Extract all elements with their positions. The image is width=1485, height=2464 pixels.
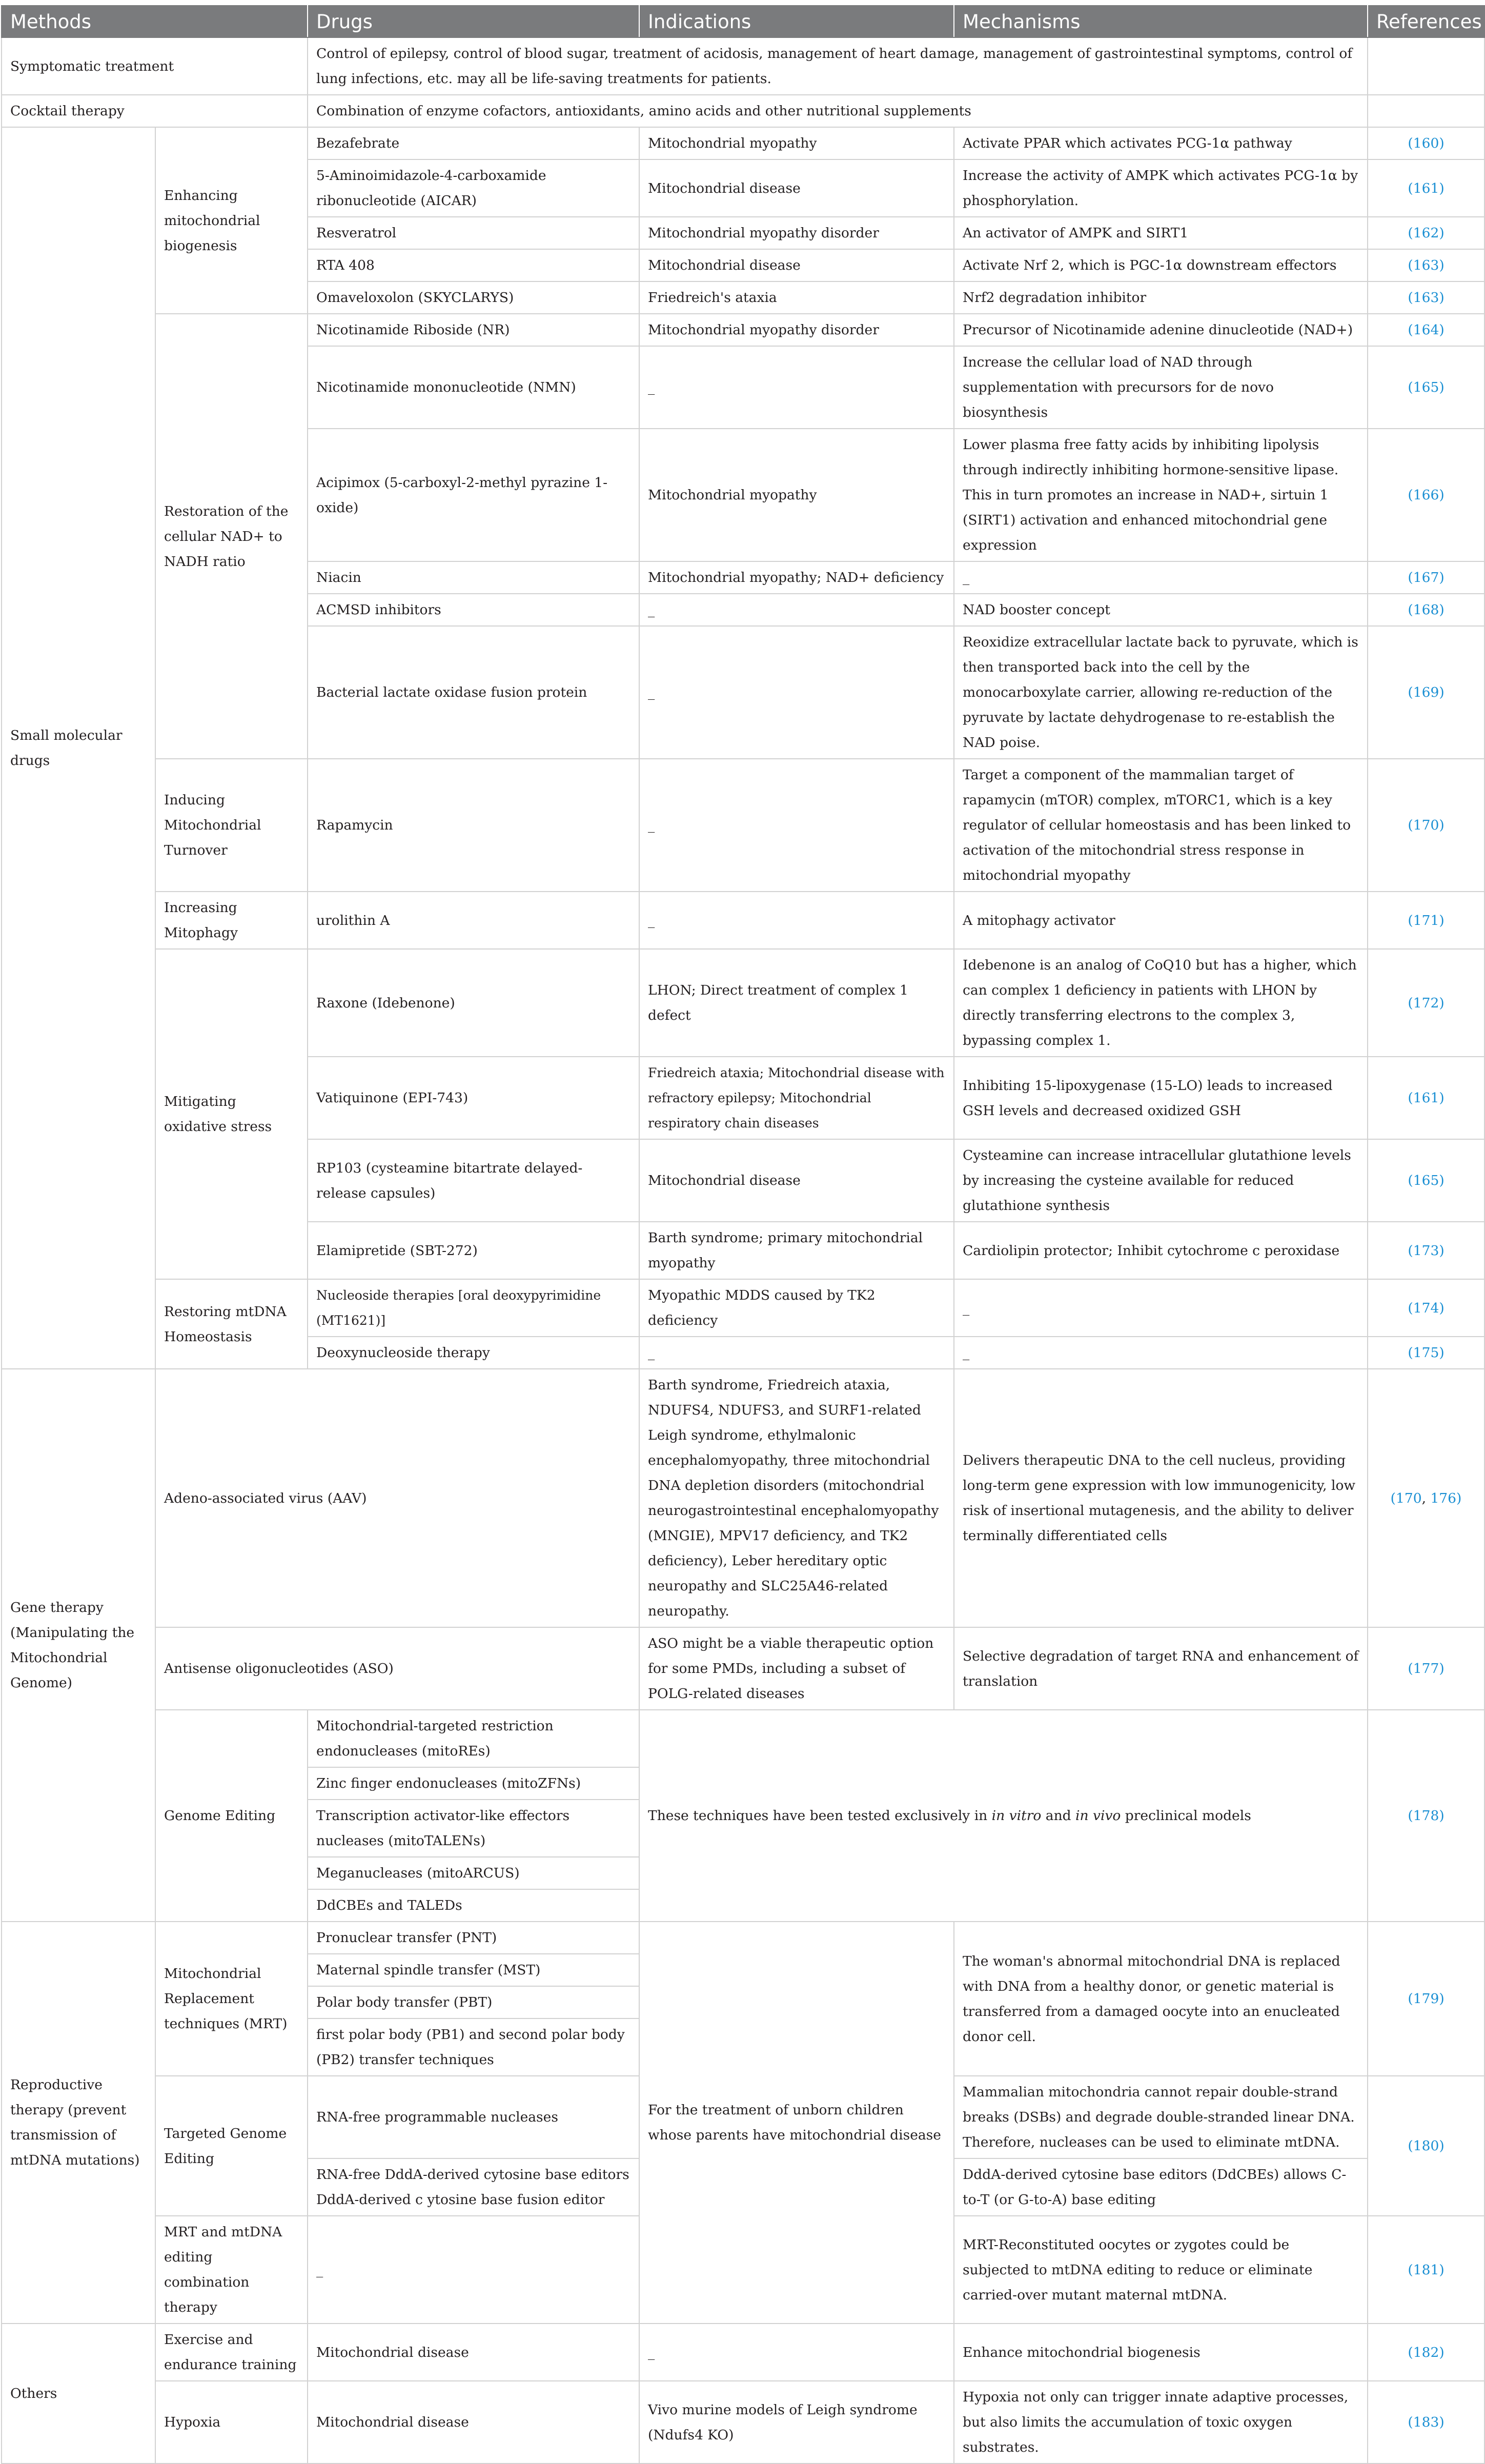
- indication-cell: _: [639, 594, 954, 626]
- mechanism-cell: Lower plasma free fatty acids by inhibiting lipolysis through indirectly inhibiting hormone-sensitive lipase. This in turn promotes an increase in NAD+, sirtuin 1 (SIRT1) activation and enhanced mitochondrial gene expression: [954, 429, 1368, 561]
- drug-cell: Nucleoside therapies [oral deoxypyrimidine (MT1621)]: [308, 1279, 639, 1337]
- reference-link[interactable]: 168: [1413, 602, 1439, 618]
- reference-link[interactable]: 178: [1413, 1808, 1439, 1824]
- reference-cell: (165): [1368, 346, 1484, 429]
- mechanism-cell: Delivers therapeutic DNA to the cell nucleus, providing long-term gene expression with low immunogenicity, low risk of insertional mutagenesis, and the ability to deliver terminally differentiated cells: [954, 1369, 1368, 1627]
- reference-link[interactable]: 170: [1395, 1490, 1422, 1506]
- editing-text-italic: in vivo: [1075, 1808, 1121, 1824]
- reference-cell: (161): [1368, 1057, 1484, 1139]
- drug-cell: Transcription activator-like effectors nucleases (mitoTALENs): [308, 1800, 639, 1857]
- drug-cell: RNA-free programmable nucleases: [308, 2076, 639, 2158]
- reference-link[interactable]: 160: [1413, 135, 1439, 151]
- table-row: [2, 892, 1484, 949]
- reference-link[interactable]: 166: [1413, 487, 1439, 503]
- indication-cell: _: [639, 2324, 954, 2381]
- mechanism-cell: Increase the activity of AMPK which activates PCG-1α by phosphorylation.: [954, 159, 1368, 217]
- reference-link[interactable]: 179: [1413, 1991, 1439, 2007]
- mechanism-cell: NAD booster concept: [954, 594, 1368, 626]
- indication-cell: _: [639, 346, 954, 429]
- drug-cell: urolithin A: [308, 892, 639, 949]
- reference-link[interactable]: 174: [1413, 1300, 1439, 1316]
- editing-text: and: [1041, 1808, 1076, 1824]
- drug-cell: Bezafebrate: [308, 127, 639, 159]
- drug-cell: Omaveloxolon (SKYCLARYS): [308, 281, 639, 314]
- indication-cell: _: [639, 759, 954, 892]
- mechanism-cell: MRT-Reconstituted oocytes or zygotes could be subjected to mtDNA editing to reduce or eliminate carried-over mutant maternal mtDNA.: [954, 2216, 1368, 2324]
- indication-cell: LHON; Direct treatment of complex 1 defect: [639, 949, 954, 1057]
- drug-cell: 5-Aminoimidazole-4-carboxamide ribonucleotide (AICAR): [308, 159, 639, 217]
- submethod-cell: Genome Editing: [155, 1710, 308, 1922]
- table-row: [2, 1922, 1484, 1954]
- reference-link[interactable]: 163: [1413, 257, 1439, 273]
- indication-cell: _: [639, 892, 954, 949]
- table-row: [2, 1710, 1484, 1767]
- indication-cell: Friedreich's ataxia: [639, 281, 954, 314]
- drug-cell: Bacterial lactate oxidase fusion protein: [308, 626, 639, 759]
- table-row: [2, 759, 1484, 892]
- reference-link[interactable]: 183: [1413, 2414, 1439, 2430]
- drug-cell: Acipimox (5-carboxyl-2-methyl pyrazine 1-oxide): [308, 429, 639, 561]
- reference-cell: (162): [1368, 217, 1484, 249]
- mechanism-cell: Mammalian mitochondria cannot repair double-strand breaks (DSBs) and degrade double-stranded linear DNA. Therefore, nucleases can be used to eliminate mtDNA.: [954, 2076, 1368, 2158]
- reference-cell: [1368, 95, 1484, 127]
- mechanism-cell: The woman's abnormal mitochondrial DNA is replaced with DNA from a healthy donor, or genetic material is transferred from a damaged oocyte into an enucleated donor cell.: [954, 1922, 1368, 2076]
- therapy-table: [1, 5, 1485, 2464]
- editing-text-italic: in vitro: [991, 1808, 1042, 1824]
- drug-cell: Vatiquinone (EPI-743): [308, 1057, 639, 1139]
- reference-cell: (167): [1368, 561, 1484, 594]
- reference-cell: (163): [1368, 281, 1484, 314]
- indication-cell: Mitochondrial disease: [639, 249, 954, 281]
- editing-text: These techniques have been tested exclusively in: [648, 1808, 992, 1824]
- description-cell: [639, 1710, 1368, 1922]
- table-row: [2, 2381, 1484, 2463]
- reference-cell: (164): [1368, 314, 1484, 346]
- submethod-cell: Mitigating oxidative stress: [155, 949, 308, 1279]
- reference-link[interactable]: 161: [1413, 180, 1439, 196]
- reference-link[interactable]: 171: [1413, 912, 1439, 928]
- indication-cell: Myopathic MDDS caused by TK2 deficiency: [639, 1279, 954, 1337]
- indication-cell: Mitochondrial disease: [639, 1139, 954, 1222]
- mechanism-cell: Selective degradation of target RNA and enhancement of translation: [954, 1627, 1368, 1710]
- drug-cell: Zinc finger endonucleases (mitoZFNs): [308, 1767, 639, 1800]
- reference-cell: (168): [1368, 594, 1484, 626]
- reference-cell: (173): [1368, 1222, 1484, 1279]
- drug-cell: Elamipretide (SBT-272): [308, 1222, 639, 1279]
- table-row: [2, 127, 1484, 159]
- reference-separator: ,: [1421, 1490, 1431, 1506]
- table-row: [2, 314, 1484, 346]
- reference-cell: (183): [1368, 2381, 1484, 2463]
- submethod-cell: Restoring mtDNA Homeostasis: [155, 1279, 308, 1369]
- drug-cell: Mitochondrial disease: [308, 2324, 639, 2381]
- method-cell: Small molecular drugs: [2, 127, 155, 1369]
- reference-cell: (174): [1368, 1279, 1484, 1337]
- indication-cell: Friedreich ataxia; Mitochondrial disease with refractory epilepsy; Mitochondrial respiratory chain diseases: [639, 1057, 954, 1139]
- indication-cell: Vivo murine models of Leigh syndrome (Ndufs4 KO): [639, 2381, 954, 2463]
- table-row: [2, 1279, 1484, 1337]
- reference-link[interactable]: 176: [1430, 1490, 1457, 1506]
- reference-link[interactable]: 180: [1413, 2138, 1439, 2154]
- mechanism-cell: Target a component of the mammalian target of rapamycin (mTOR) complex, mTORC1, which is a key regulator of cellular homeostasis and has been linked to activation of the mitochondrial stress response in mitochondrial myopathy: [954, 759, 1368, 892]
- reference-cell: (172): [1368, 949, 1484, 1057]
- submethod-cell: Inducing Mitochondrial Turnover: [155, 759, 308, 892]
- drug-cell: Niacin: [308, 561, 639, 594]
- drug-cell: ACMSD inhibitors: [308, 594, 639, 626]
- reference-link[interactable]: 161: [1413, 1090, 1439, 1106]
- submethod-cell: Adeno-associated virus (AAV): [155, 1369, 639, 1627]
- indication-cell: For the treatment of unborn children whose parents have mitochondrial disease: [639, 1922, 954, 2324]
- reference-cell: (170, 176): [1368, 1369, 1484, 1627]
- submethod-cell: Restoration of the cellular NAD+ to NADH ratio: [155, 314, 308, 759]
- reference-link[interactable]: 164: [1413, 322, 1439, 338]
- mechanism-cell: Reoxidize extracellular lactate back to pyruvate, which is then transported back into the cell by the monocarboxylate carrier, allowing re-reduction of the pyruvate by lactate dehydrogenase to re-establish the NAD poise.: [954, 626, 1368, 759]
- reference-link[interactable]: 177: [1413, 1661, 1439, 1677]
- indication-cell: ASO might be a viable therapeutic option for some PMDs, including a subset of POLG-related diseases: [639, 1627, 954, 1710]
- reference-link[interactable]: 167: [1413, 570, 1439, 585]
- table-row: [2, 1369, 1484, 1627]
- reference-cell: (171): [1368, 892, 1484, 949]
- indication-cell: _: [639, 1337, 954, 1369]
- drug-cell: Nicotinamide mononucleotide (NMN): [308, 346, 639, 429]
- drug-cell: _: [308, 2216, 639, 2324]
- drug-cell: Polar body transfer (PBT): [308, 1986, 639, 2018]
- drug-cell: first polar body (PB1) and second polar body (PB2) transfer techniques: [308, 2018, 639, 2076]
- table-row: [2, 1627, 1484, 1710]
- reference-cell: (179): [1368, 1922, 1484, 2076]
- drug-cell: Mitochondrial-targeted restriction endonucleases (mitoREs): [308, 1710, 639, 1767]
- reference-link[interactable]: 165: [1413, 1173, 1439, 1188]
- submethod-cell: Enhancing mitochondrial biogenesis: [155, 127, 308, 314]
- reference-link[interactable]: 173: [1413, 1242, 1439, 1259]
- drug-cell: Mitochondrial disease: [308, 2381, 639, 2463]
- drug-cell: DdCBEs and TALEDs: [308, 1889, 639, 1922]
- drug-cell: Raxone (Idebenone): [308, 949, 639, 1057]
- reference-cell: (160): [1368, 127, 1484, 159]
- table-row: [2, 95, 1484, 127]
- mechanism-cell: A mitophagy activator: [954, 892, 1368, 949]
- description-cell: Control of epilepsy, control of blood sugar, treatment of acidosis, management of heart damage, management of gastrointestinal symptoms, control of lung infections, etc. may all be life-saving treatments for patients.: [308, 37, 1368, 95]
- indication-cell: Barth syndrome, Friedreich ataxia, NDUFS4, NDUFS3, and SURF1-related Leigh syndrome, ethylmalonic encephalomyopathy, three mitochondrial DNA depletion disorders (mitochondrial neurogastrointestinal encephalomyopathy (MNGIE), MPV17 deficiency, and TK2 deficiency), Leber hereditary optic neuropathy and SLC25A46-related neuropathy.: [639, 1369, 954, 1627]
- drug-cell: Nicotinamide Riboside (NR): [308, 314, 639, 346]
- table-row: [2, 2324, 1484, 2381]
- indication-cell: Mitochondrial myopathy: [639, 429, 954, 561]
- method-cell: Reproductive therapy (prevent transmission of mtDNA mutations): [2, 1922, 155, 2324]
- reference-cell: (163): [1368, 249, 1484, 281]
- submethod-cell: MRT and mtDNA editing combination therapy: [155, 2216, 308, 2324]
- reference-cell: (169): [1368, 626, 1484, 759]
- drug-cell: RTA 408: [308, 249, 639, 281]
- indication-cell: Mitochondrial myopathy: [639, 127, 954, 159]
- description-cell: Combination of enzyme cofactors, antioxidants, amino acids and other nutritional supplements: [308, 95, 1368, 127]
- submethod-cell: Antisense oligonucleotides (ASO): [155, 1627, 639, 1710]
- mechanism-cell: Nrf2 degradation inhibitor: [954, 281, 1368, 314]
- mechanism-cell: Activate Nrf 2, which is PGC-1α downstream effectors: [954, 249, 1368, 281]
- reference-cell: [1368, 37, 1484, 95]
- reference-link[interactable]: 181: [1413, 2261, 1439, 2278]
- submethod-cell: Targeted Genome Editing: [155, 2076, 308, 2216]
- reference-cell: (166): [1368, 429, 1484, 561]
- mechanism-cell: An activator of AMPK and SIRT1: [954, 217, 1368, 249]
- drug-cell: Maternal spindle transfer (MST): [308, 1954, 639, 1986]
- table-row: [2, 949, 1484, 1057]
- reference-link[interactable]: 182: [1413, 2344, 1439, 2360]
- table-row: [2, 37, 1484, 95]
- editing-text: preclinical models: [1121, 1808, 1251, 1824]
- mechanism-cell: Cysteamine can increase intracellular glutathione levels by increasing the cysteine available for reduced glutathione synthesis: [954, 1139, 1368, 1222]
- method-cell: Gene therapy (Manipulating the Mitochondrial Genome): [2, 1369, 155, 1922]
- drug-cell: Meganucleases (mitoARCUS): [308, 1857, 639, 1889]
- reference-cell: (161): [1368, 159, 1484, 217]
- indication-cell: _: [639, 626, 954, 759]
- drug-cell: RP103 (cysteamine bitartrate delayed-release capsules): [308, 1139, 639, 1222]
- mechanism-cell: Hypoxia not only can trigger innate adaptive processes, but also limits the accumulation of toxic oxygen substrates.: [954, 2381, 1368, 2463]
- indication-cell: Barth syndrome; primary mitochondrial myopathy: [639, 1222, 954, 1279]
- mechanism-cell: Enhance mitochondrial biogenesis: [954, 2324, 1368, 2381]
- drug-cell: Resveratrol: [308, 217, 639, 249]
- reference-cell: (178): [1368, 1710, 1484, 1922]
- reference-link[interactable]: 169: [1413, 684, 1439, 700]
- reference-cell: (177): [1368, 1627, 1484, 1710]
- reference-cell: (175): [1368, 1337, 1484, 1369]
- reference-link[interactable]: 170: [1413, 817, 1439, 833]
- mechanism-cell: _: [954, 561, 1368, 594]
- mechanism-cell: Precursor of Nicotinamide adenine dinucleotide (NAD+): [954, 314, 1368, 346]
- method-cell: Cocktail therapy: [2, 95, 308, 127]
- method-cell: Others: [2, 2324, 155, 2463]
- indication-cell: Mitochondrial myopathy disorder: [639, 314, 954, 346]
- header-references: References: [1368, 6, 1484, 37]
- header-mechanisms: Mechanisms: [954, 6, 1368, 37]
- mechanism-cell: Idebenone is an analog of CoQ10 but has a higher, which can complex 1 deficiency in patients with LHON by directly transferring electrons to the complex 3, bypassing complex 1.: [954, 949, 1368, 1057]
- submethod-cell: Hypoxia: [155, 2381, 308, 2463]
- reference-cell: (170): [1368, 759, 1484, 892]
- reference-cell: (181): [1368, 2216, 1484, 2324]
- reference-link[interactable]: 175: [1413, 1345, 1439, 1361]
- header-methods: Methods: [2, 6, 308, 37]
- reference-cell: (165): [1368, 1139, 1484, 1222]
- mechanism-cell: Cardiolipin protector; Inhibit cytochrome c peroxidase: [954, 1222, 1368, 1279]
- mechanism-cell: _: [954, 1279, 1368, 1337]
- mechanism-cell: Inhibiting 15-lipoxygenase (15-LO) leads to increased GSH levels and decreased oxidized GSH: [954, 1057, 1368, 1139]
- indication-cell: Mitochondrial myopathy disorder: [639, 217, 954, 249]
- mechanism-cell: DddA-derived cytosine base editors (DdCBEs) allows C-to-T (or G-to-A) base editing: [954, 2158, 1368, 2216]
- submethod-cell: Mitochondrial Replacement techniques (MRT): [155, 1922, 308, 2076]
- mechanism-cell: Activate PPAR which activates PCG-1α pathway: [954, 127, 1368, 159]
- reference-cell: (182): [1368, 2324, 1484, 2381]
- submethod-cell: Exercise and endurance training: [155, 2324, 308, 2381]
- header-drugs: Drugs: [308, 6, 639, 37]
- reference-link[interactable]: 172: [1413, 995, 1439, 1011]
- reference-link[interactable]: 163: [1413, 290, 1439, 306]
- reference-cell: (180): [1368, 2076, 1484, 2216]
- header-indications: Indications: [639, 6, 954, 37]
- mechanism-cell: _: [954, 1337, 1368, 1369]
- drug-cell: Pronuclear transfer (PNT): [308, 1922, 639, 1954]
- indication-cell: Mitochondrial disease: [639, 159, 954, 217]
- mechanism-cell: Increase the cellular load of NAD through supplementation with precursors for de novo biosynthesis: [954, 346, 1368, 429]
- reference-link[interactable]: 162: [1413, 225, 1439, 241]
- method-cell: Symptomatic treatment: [2, 37, 308, 95]
- reference-link[interactable]: 165: [1413, 379, 1439, 395]
- submethod-cell: Increasing Mitophagy: [155, 892, 308, 949]
- drug-cell: Deoxynucleoside therapy: [308, 1337, 639, 1369]
- drug-cell: Rapamycin: [308, 759, 639, 892]
- header-row: [2, 6, 1484, 37]
- drug-cell: RNA-free DddA-derived cytosine base editors DddA-derived c ytosine base fusion editor: [308, 2158, 639, 2216]
- indication-cell: Mitochondrial myopathy; NAD+ deficiency: [639, 561, 954, 594]
